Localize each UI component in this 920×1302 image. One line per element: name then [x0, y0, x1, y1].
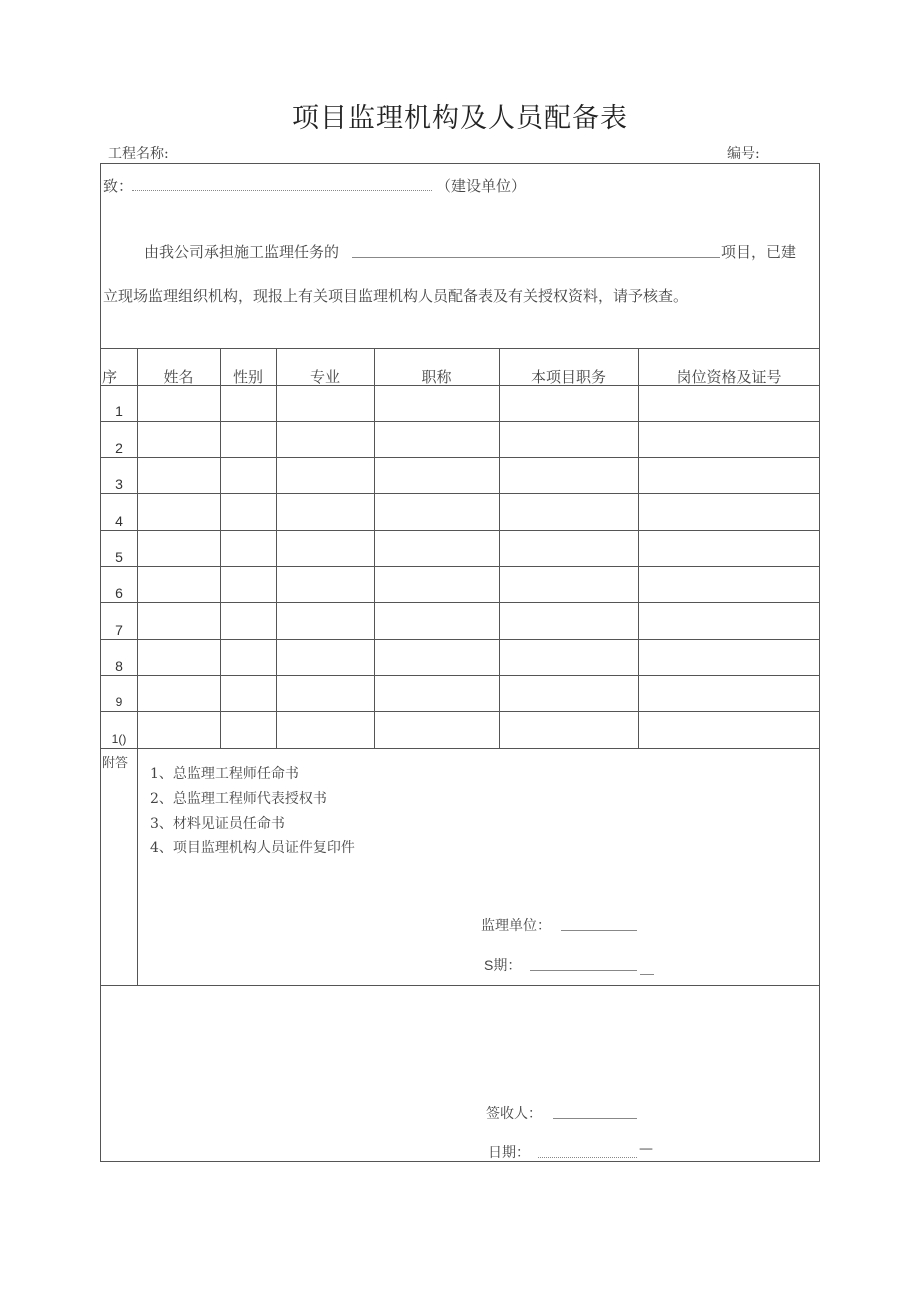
number-label: 编号: [727, 146, 760, 162]
receipt-date-tail: — [639, 1141, 653, 1157]
row-number: 5 [115, 549, 123, 565]
row-number: 1() [111, 732, 127, 746]
attachment-item: 3、材料见证员任命书 [150, 816, 285, 832]
attachment-date-field[interactable] [530, 970, 637, 971]
attachment-date-label: S期： [484, 957, 522, 973]
receiver-field[interactable] [553, 1118, 637, 1119]
header-project-role: 本项目职务 [530, 368, 606, 386]
header-title: 职称 [421, 368, 452, 386]
attachment-item: 4、项目监理机构人员证件复印件 [150, 840, 355, 856]
row-number: 1 [115, 403, 123, 419]
header-gender: 性别 [232, 368, 263, 386]
body-suffix: 项目，已建 [721, 243, 797, 261]
to-label: 致： [103, 177, 134, 195]
supervisor-unit-label: 监理单位： [481, 918, 551, 934]
receipt-date-label: 日期： [488, 1145, 530, 1161]
attachment-item: 2、总监理工程师代表授权书 [150, 791, 327, 807]
row-number: 8 [115, 658, 123, 674]
row-number: 7 [115, 622, 123, 638]
header-name: 姓名 [163, 368, 194, 386]
row-number: 3 [115, 476, 123, 492]
owner-name-field[interactable] [132, 190, 432, 191]
row-number: 6 [115, 585, 123, 601]
body-line-2: 立现场监理组织机构，现报上有关项目监理机构人员配备表及有关授权资料，请予核查。 [103, 287, 689, 305]
receiver-label: 签收人： [486, 1106, 542, 1122]
receipt-date-field[interactable] [538, 1157, 637, 1158]
row-number: 2 [115, 440, 123, 456]
attachments-label: 附答 [102, 756, 129, 771]
body-prefix: 由我公司承担施工监理任务的 [144, 243, 340, 261]
row-number: 4 [115, 513, 123, 529]
header-seq: 序 [102, 368, 118, 386]
page-title: 项目监理机构及人员配备表 [292, 103, 628, 134]
supervisor-unit-field[interactable] [561, 930, 637, 931]
header-specialty: 专业 [309, 368, 340, 386]
attachment-item: 1、总监理工程师任命书 [150, 766, 299, 782]
owner-hint: （建设单位） [436, 177, 527, 195]
form-frame [100, 163, 820, 1162]
project-name-label: 工程名称: [108, 146, 169, 162]
row-number: 9 [115, 695, 123, 709]
header-qualification: 岗位资格及证号 [676, 368, 782, 386]
project-name-field[interactable] [352, 257, 720, 258]
